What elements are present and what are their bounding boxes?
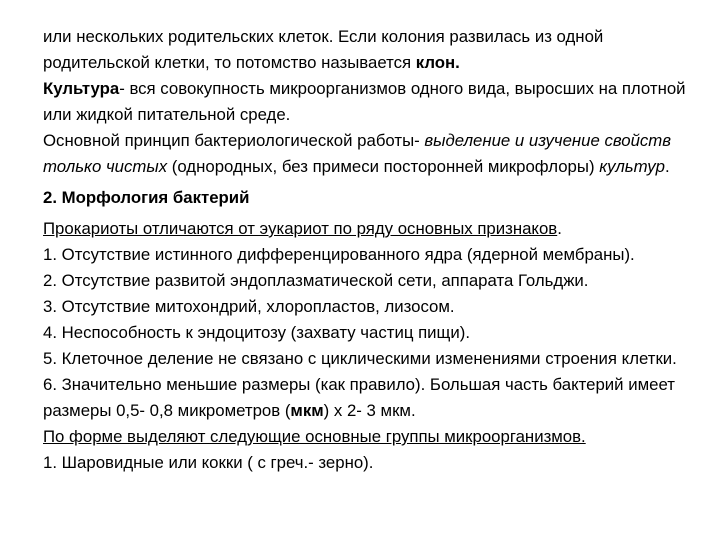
item6-lead: 6. Значительно меньшие размеры (как правило). Большая часть бактерий имеет размеры 0,5- 0,8 микрометров ( bbox=[43, 375, 675, 420]
intro-paragraph bbox=[43, 24, 693, 76]
list-item: 5. Клеточное деление не связано с циклическими изменениями строения клетки. bbox=[43, 349, 677, 368]
principle-end: . bbox=[664, 157, 670, 176]
principle-lead: Основной принцип бактериологической работы- bbox=[43, 131, 425, 150]
item6-end: ) х 2- 3 мкм. bbox=[323, 401, 416, 420]
clone-term: клон. bbox=[415, 53, 460, 72]
intro-text: или нескольких родительских клеток. Если колония развилась из одной родительской клетки, то потомство называется bbox=[43, 27, 604, 72]
culture-term: Культура bbox=[43, 79, 120, 98]
prokaryote-list bbox=[43, 216, 693, 476]
principle-italic-1: выделение и изучение свойств только чистых bbox=[43, 131, 672, 176]
list-item: 1. Отсутствие истинного дифференцированного ядра (ядерной мембраны). bbox=[43, 245, 635, 264]
list-item: 4. Неспособность к эндоцитозу (захвату частиц пищи). bbox=[43, 323, 470, 342]
culture-paragraph bbox=[43, 76, 693, 128]
prokaryote-intro-underlined: Прокариоты отличаются от эукариот по ряду основных признаков bbox=[43, 219, 558, 238]
list-item bbox=[43, 372, 693, 424]
section-heading: 2. Морфология бактерий bbox=[43, 188, 250, 207]
list-item: 1. Шаровидные или кокки ( с греч.- зерно). bbox=[43, 453, 374, 472]
principle-paragraph bbox=[43, 128, 693, 180]
culture-definition: - вся совокупность микроорганизмов одного вида, выросших на плотной или жидкой питательной среде. bbox=[43, 79, 686, 124]
document-page bbox=[43, 24, 693, 476]
forms-intro bbox=[43, 424, 693, 450]
forms-intro-underlined: По форме выделяют следующие основные группы микроорганизмов. bbox=[43, 427, 586, 446]
intro-block bbox=[43, 24, 693, 180]
prokaryote-intro-end: . bbox=[557, 219, 562, 238]
list-item: 2. Отсутствие развитой эндоплазматической сети, аппарата Гольджи. bbox=[43, 271, 589, 290]
principle-italic-2: культур bbox=[599, 157, 665, 176]
item6-unit: мкм bbox=[290, 401, 324, 420]
principle-middle: (однородных, без примеси посторонней микрофлоры) bbox=[167, 157, 600, 176]
list-item: 3. Отсутствие митохондрий, хлоропластов, лизосом. bbox=[43, 297, 455, 316]
prokaryote-intro bbox=[43, 216, 693, 242]
